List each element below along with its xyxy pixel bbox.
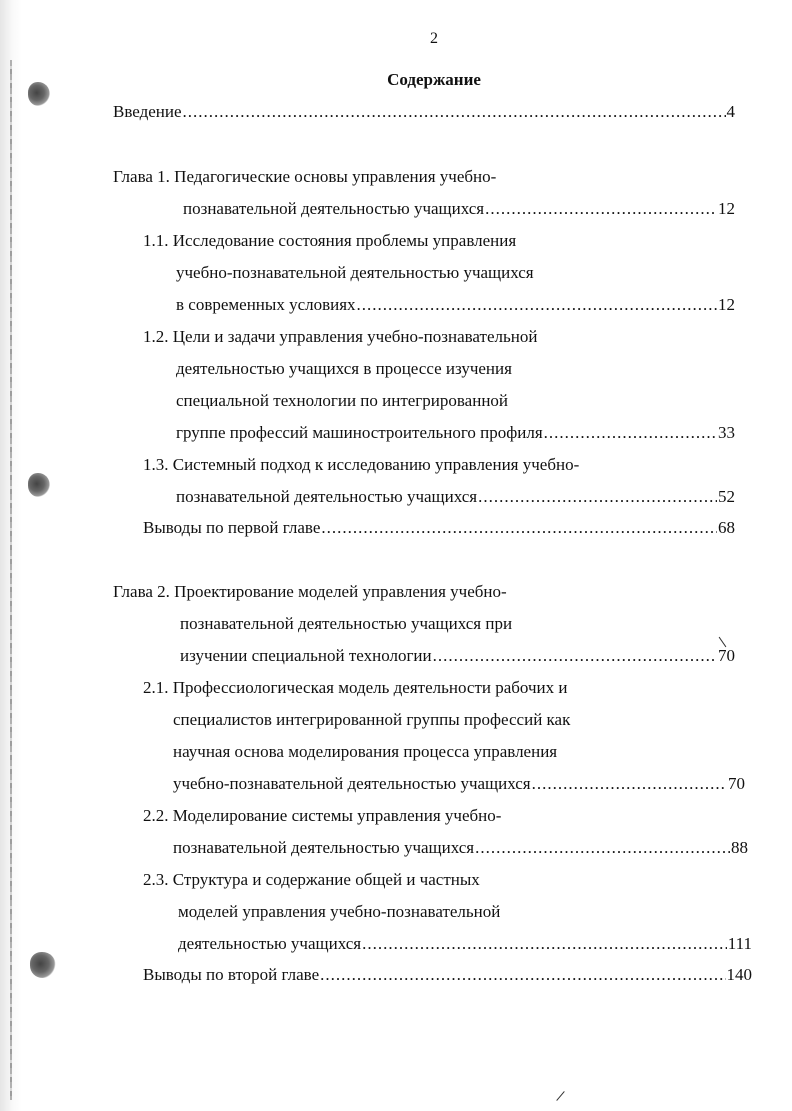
toc-page-number: 111	[727, 934, 752, 953]
toc-entry-text: группе профессий машиностроительного профиля	[176, 423, 543, 442]
toc-leader-dots	[475, 837, 730, 859]
toc-entry-text: познавательной деятельностью учащихся	[173, 838, 475, 857]
toc-leader-dots	[321, 517, 717, 539]
toc-entry-text: познавательной деятельностью учащихся при	[180, 614, 513, 633]
toc-leader-dots	[478, 486, 717, 508]
toc-page-number: 70	[728, 774, 745, 793]
toc-entry-text: 1.2. Цели и задачи управления учебно-познавательной	[143, 327, 538, 346]
toc-section-2-2-line[interactable]	[173, 837, 748, 859]
toc-section-1-1-heading[interactable]	[143, 230, 516, 252]
page-number: 2	[430, 30, 438, 47]
toc-chapter-1-heading[interactable]	[113, 166, 496, 188]
toc-entry-text: учебно-познавательной деятельностью учащихся	[173, 774, 531, 793]
toc-page-number: 70	[718, 646, 735, 665]
toc-page-number: 33	[718, 423, 735, 442]
toc-entry-text: 1.1. Исследование состояния проблемы управления	[143, 231, 517, 250]
toc-section-1-3-heading[interactable]	[143, 454, 579, 476]
toc-entry-text: Глава 1. Педагогические основы управления учебно-	[113, 167, 497, 186]
toc-leader-dots	[532, 773, 727, 795]
toc-section-1-2-line[interactable]	[176, 422, 735, 444]
toc-page-number: 52	[718, 487, 735, 506]
toc-entry-text: научная основа моделирования процесса управления	[173, 742, 558, 761]
toc-section-2-3-line[interactable]	[178, 933, 752, 955]
toc-page-number: 68	[718, 518, 735, 537]
toc-entry-conclusions-1[interactable]	[143, 517, 735, 539]
toc-leader-dots	[433, 645, 717, 667]
toc-entry-text: Выводы по второй главе	[143, 965, 320, 984]
toc-leader-dots	[362, 933, 727, 955]
toc-entry-text: Выводы по первой главе	[143, 518, 321, 537]
toc-section-1-1-line	[176, 262, 534, 284]
toc-entry-text: моделей управления учебно-познавательной	[178, 902, 501, 921]
toc-section-2-1-heading[interactable]	[143, 677, 567, 699]
toc-section-1-1-line[interactable]	[176, 294, 735, 316]
toc-section-2-2-heading[interactable]	[143, 805, 501, 827]
toc-chapter-1-line[interactable]	[183, 198, 735, 220]
toc-page-number: 12	[718, 199, 735, 218]
toc-entry-text: деятельностью учащихся	[178, 934, 362, 953]
toc-entry-text: 1.3. Системный подход к исследованию управления учебно-	[143, 455, 580, 474]
toc-leader-dots	[544, 422, 717, 444]
toc-section-1-2-line	[176, 358, 512, 380]
toc-entry-text: 2.3. Структура и содержание общей и частных	[143, 870, 480, 889]
toc-entry-conclusions-2[interactable]	[143, 964, 752, 986]
toc-entry-text: познавательной деятельностью учащихся	[183, 199, 485, 218]
toc-page-number: 140	[726, 965, 752, 984]
toc-entry-text: 2.1. Профессиологическая модель деятельности рабочих и	[143, 678, 568, 697]
toc-entry-text: Глава 2. Проектирование моделей управления учебно-	[113, 582, 507, 601]
toc-section-2-3-heading[interactable]	[143, 869, 480, 891]
page-title: Содержание	[387, 70, 481, 89]
toc-entry-text: познавательной деятельностью учащихся	[176, 487, 478, 506]
toc-chapter-2-line	[180, 613, 512, 635]
toc-entry-text: специалистов интегрированной группы профессий как	[173, 710, 571, 729]
toc-entry-text: специальной технологии по интегрированной	[176, 391, 509, 410]
toc-page-number: 12	[718, 295, 735, 314]
toc-leader-dots	[183, 101, 726, 123]
toc-entry-text: Введение	[113, 102, 182, 121]
toc-page-number: 88	[731, 838, 748, 857]
toc-section-1-3-line[interactable]	[176, 486, 735, 508]
toc-section-2-1-line	[173, 741, 557, 763]
toc-entry-text: 2.2. Моделирование системы управления учебно-	[143, 806, 502, 825]
toc-entry-text: деятельностью учащихся в процессе изучения	[176, 359, 512, 378]
toc-leader-dots	[485, 198, 717, 220]
toc-page-number: 4	[726, 102, 735, 121]
toc-entry-text: учебно-познавательной деятельностью учащихся	[176, 263, 534, 282]
toc-leader-dots	[320, 964, 725, 986]
toc-chapter-2-line[interactable]	[180, 645, 735, 667]
toc-section-1-2-heading[interactable]	[143, 326, 537, 348]
toc-entry-introduction[interactable]	[113, 101, 735, 123]
toc-entry-text: в современных условиях	[176, 295, 356, 314]
toc-entry-text: изучении специальной технологии	[180, 646, 432, 665]
toc-section-2-1-line	[173, 709, 570, 731]
toc-section-2-3-line	[178, 901, 500, 923]
toc-chapter-2-heading[interactable]	[113, 581, 507, 603]
toc-section-2-1-line[interactable]	[173, 773, 745, 795]
toc-section-1-2-line	[176, 390, 508, 412]
toc-leader-dots	[357, 294, 717, 316]
